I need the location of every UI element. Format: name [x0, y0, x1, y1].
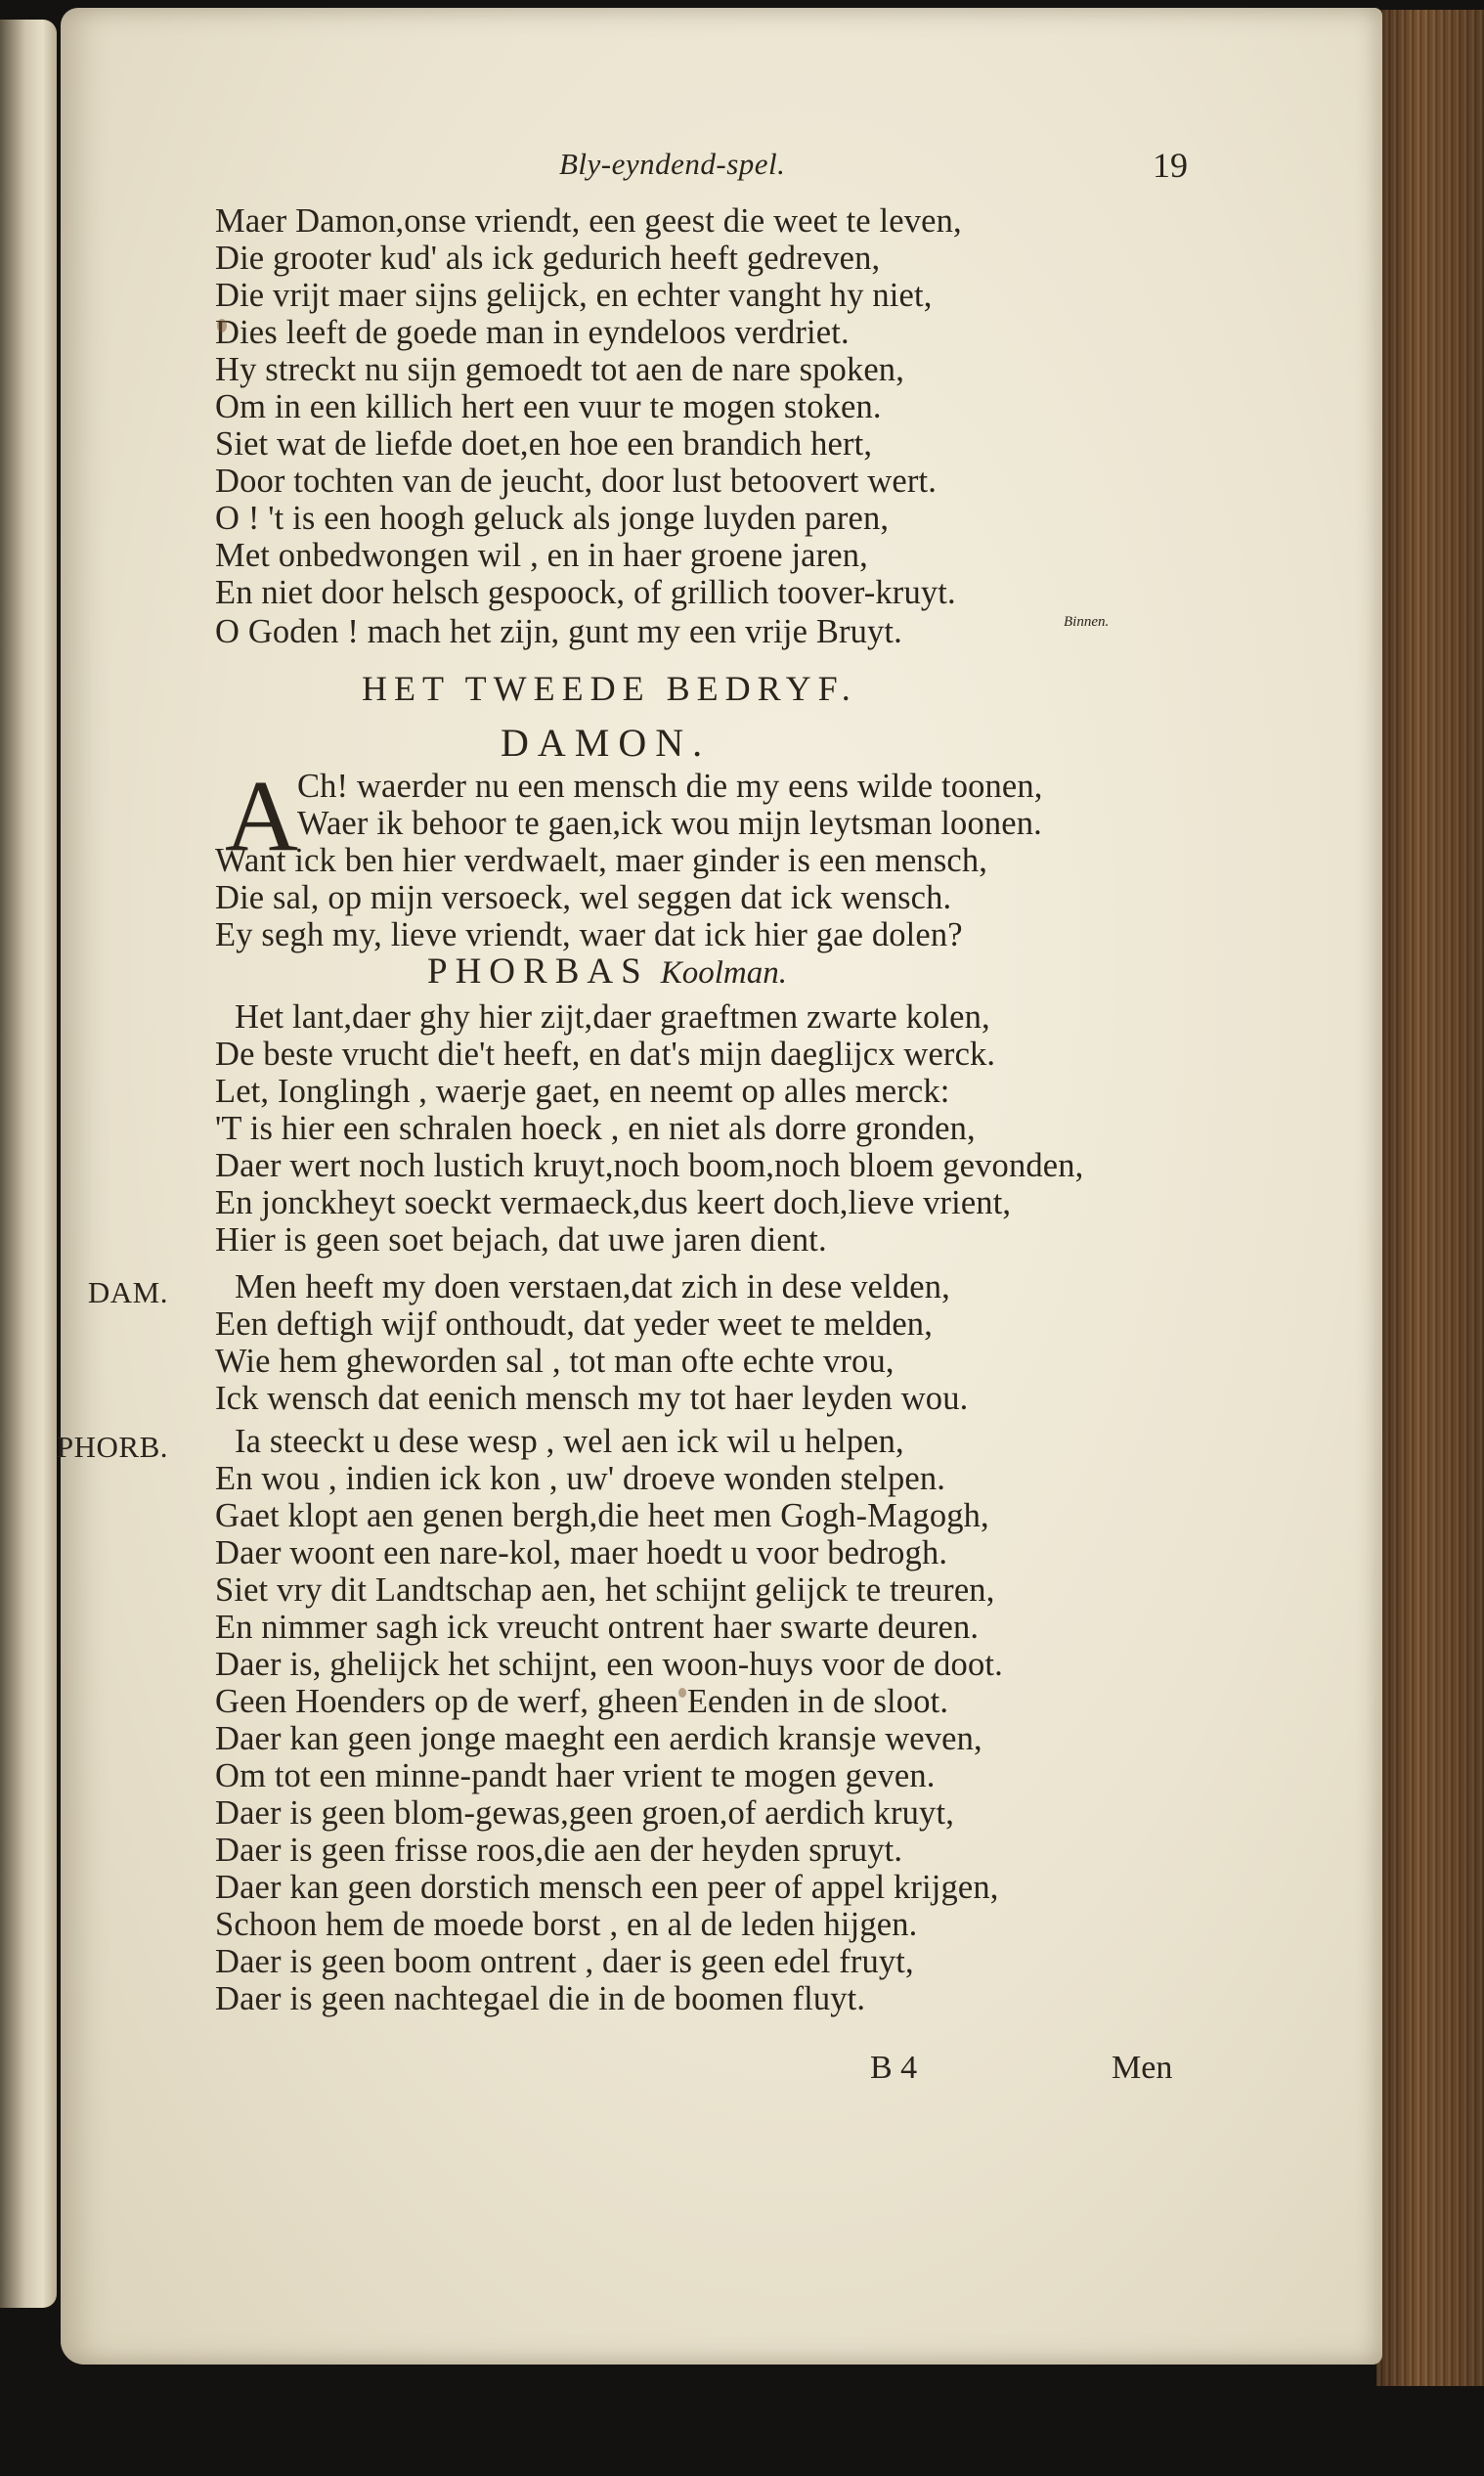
verse-line: Want ick ben hier verdwaelt, maer ginder is een mensch,	[215, 842, 988, 879]
verse-line: En wou , indien ick kon , uw' droeve wonden stelpen.	[215, 1460, 945, 1497]
margin-speaker-phorb: PHORB.	[56, 1430, 168, 1464]
verse-line: Daer is geen boom ontrent , daer is geen edel fruyt,	[215, 1943, 914, 1980]
book-page	[56, 8, 1382, 2365]
verse-line: Schoon hem de moede borst , en al de leden hijgen.	[215, 1906, 918, 1943]
verse-line: Daer kan geen dorstich mensch een peer of appel krijgen,	[215, 1869, 999, 1906]
catchword: Men	[1112, 2050, 1173, 2086]
verse-line: Siet wat de liefde doet,en hoe een brandich hert,	[215, 425, 873, 463]
verse-line: Ick wensch dat eenich mensch my tot haer leyden wou.	[215, 1380, 969, 1417]
page-number: 19	[1153, 146, 1188, 185]
verse-line: Let, Ionglingh , waerje gaet, en neemt op alles merck:	[215, 1073, 950, 1110]
speaker-heading-phorbas	[427, 951, 787, 993]
ink-spot	[217, 319, 227, 332]
verse-line: Om in een killich hert een vuur te mogen stoken.	[215, 388, 882, 425]
act-title: HET TWEEDE BEDRYF.	[362, 669, 857, 708]
verse-line: Geen Hoenders op de werf, gheen Eenden in de sloot.	[215, 1683, 949, 1720]
verse-line: Daer is geen blom-gewas,geen groen,of aerdich kruyt,	[215, 1794, 954, 1832]
verse-line: En niet door helsch gespoock, of grillich toover-kruyt.	[215, 574, 956, 611]
verse-line: Waer ik behoor te gaen,ick wou mijn leytsman loonen.	[297, 805, 1042, 842]
verse-line: Hier is geen soet bejach, dat uwe jaren dient.	[215, 1221, 827, 1259]
verse-line: 'T is hier een schralen hoeck , en niet als dorre gronden,	[215, 1110, 976, 1147]
verse-line: O ! 't is een hoogh geluck als jonge luyden paren,	[215, 500, 890, 537]
verse-line: Siet vry dit Landtschap aen, het schijnt gelijck te treuren,	[215, 1571, 995, 1609]
verse-line: Daer is geen frisse roos,die aen der heyden spruyt.	[215, 1832, 903, 1869]
verse-line: Een deftigh wijf onthoudt, dat yeder weet te melden,	[215, 1305, 933, 1343]
speaker-name: PHORBAS	[427, 951, 649, 992]
signature-mark: B 4	[870, 2050, 918, 2086]
drop-cap: A	[225, 760, 299, 872]
verse-line: O Goden ! mach het zijn, gunt my een vrije Bruyt.	[215, 613, 902, 650]
page-content	[56, 8, 1382, 2365]
verse-line: Men heeft my doen verstaen,dat zich in dese velden,	[235, 1268, 950, 1305]
verse-line: Wie hem gheworden sal , tot man ofte echte vrou,	[215, 1343, 895, 1380]
verse-line: Die sal, op mijn versoeck, wel seggen dat ick wensch.	[215, 879, 952, 916]
verse-line: Maer Damon,onse vriendt, een geest die weet te leven,	[215, 202, 962, 240]
verse-line: Dies leeft de goede man in eyndeloos verdriet.	[215, 314, 850, 351]
verse-line: Ey segh my, lieve vriendt, waer dat ick hier gae dolen?	[215, 916, 963, 953]
verse-line: Door tochten van de jeucht, door lust betoovert wert.	[215, 463, 937, 500]
running-head: Bly-eyndend-spel.	[559, 147, 786, 181]
verse-line: Daer is geen nachtegael die in de boomen fluyt.	[215, 1980, 866, 2017]
verse-line: Om tot een minne-pandt haer vrient te mogen geven.	[215, 1757, 936, 1794]
verse-line: Ia steeckt u dese wesp , wel aen ick wil u helpen,	[235, 1423, 904, 1460]
verse-line: Die grooter kud' als ick gedurich heeft gedreven,	[215, 240, 881, 277]
verse-line: Daer is, ghelijck het schijnt, een woon-huys voor de doot.	[215, 1646, 1003, 1683]
verse-line: Het lant,daer ghy hier zijt,daer graeftmen zwarte kolen,	[235, 998, 990, 1036]
verse-line: Gaet klopt aen genen bergh,die heet men Gogh-Magogh,	[215, 1497, 989, 1534]
speaker-heading-damon: DAMON.	[501, 721, 712, 765]
verse-line: En jonckheyt soeckt vermaeck,dus keert doch,lieve vrient,	[215, 1184, 1012, 1221]
verse-line: Hy streckt nu sijn gemoedt tot aen de nare spoken,	[215, 351, 904, 388]
verse-line: Daer kan geen jonge maeght een aerdich kransje weven,	[215, 1720, 982, 1757]
speaker-role: Koolman.	[660, 955, 787, 991]
margin-speaker-dam: DAM.	[87, 1275, 168, 1309]
verse-line: Met onbedwongen wil , en in haer groene jaren,	[215, 537, 868, 574]
verse-line: Daer wert noch lustich kruyt,noch boom,noch bloem gevonden,	[215, 1147, 1084, 1184]
verse-line: En nimmer sagh ick vreucht ontrent haer swarte deuren.	[215, 1609, 980, 1646]
verse-line: Die vrijt maer sijns gelijck, en echter vanght hy niet,	[215, 277, 933, 314]
verse-line: De beste vrucht die't heeft, en dat's mijn daeglijcx werck.	[215, 1036, 996, 1073]
ink-spot	[678, 1688, 686, 1698]
left-page-edge	[0, 20, 57, 2308]
verse-line: Daer woont een nare-kol, maer hoedt u voor bedrogh.	[215, 1534, 948, 1571]
stage-direction: Binnen.	[1064, 614, 1110, 630]
verse-line: Ch! waerder nu een mensch die my eens wilde toonen,	[297, 768, 1043, 805]
